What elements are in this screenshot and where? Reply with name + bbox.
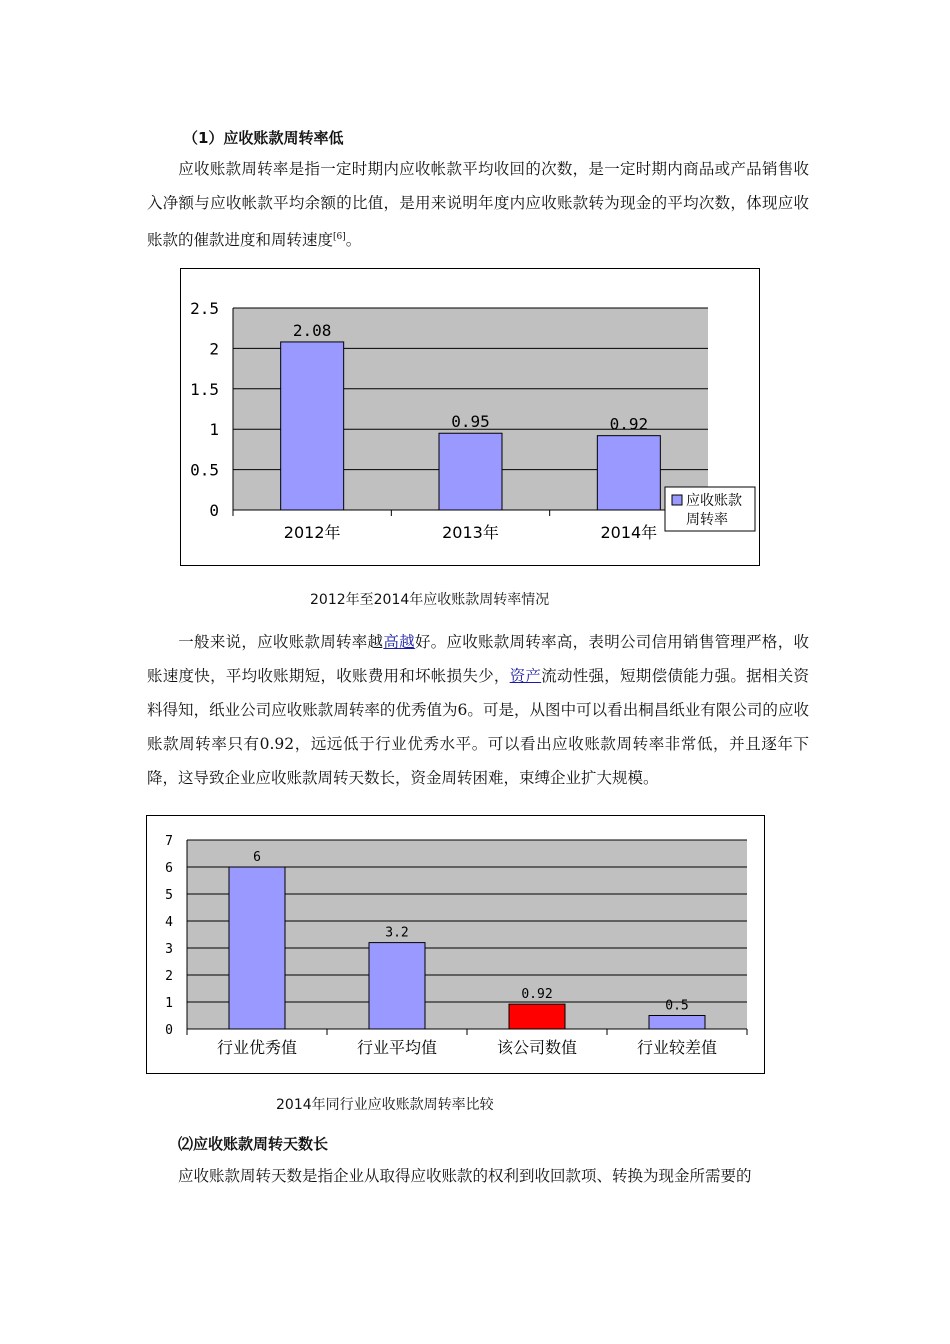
- chart1-legend-label: 周转率: [686, 512, 728, 528]
- chart1-category-label: 2013年: [442, 523, 499, 542]
- chart2-y-tick-label: 3: [165, 942, 173, 957]
- chart1-y-tick-label: 1: [209, 420, 219, 440]
- chart2-bar: [229, 867, 285, 1029]
- chart2-data-label: 0.5: [665, 998, 689, 1014]
- chart1-legend-label: 应收账款: [686, 493, 742, 509]
- chart2-category-label: 行业平均值: [356, 1038, 438, 1057]
- chart2-y-tick-label: 5: [165, 888, 173, 903]
- chart2-bar: [649, 1016, 705, 1030]
- chart1-data-label: 0.92: [609, 414, 649, 434]
- analysis-text-1: 一般来说，应收账款周转率越: [178, 633, 384, 651]
- chart1-category-label: 2014年: [600, 523, 658, 542]
- chart2-y-tick-label: 7: [165, 834, 173, 849]
- chart1-data-label: 2.08: [292, 320, 332, 340]
- chart1-y-tick-label: 1.5: [190, 379, 219, 399]
- chart1-y-tick-label: 0.5: [190, 460, 219, 480]
- link-gaoyue[interactable]: 高越: [383, 633, 415, 651]
- paragraph-turnover-days: [147, 1159, 809, 1193]
- chart2-caption: 2014年同行业应收账款周转率比较: [276, 1097, 494, 1113]
- chart2-category-label: 行业优秀值: [216, 1038, 298, 1057]
- chart1-y-tick-label: 2: [209, 339, 219, 359]
- chart2-bar: [509, 1004, 565, 1029]
- chart2-y-tick-label: 0: [165, 1023, 173, 1038]
- definition-text: 应收账款周转率是指一定时期内应收帐款平均收回的次数，是一定时期内商品或产品销售收入净额与应收帐款平均余额的比值，是用来说明年度内应收账款转为现金的平均次数，体现应收账款的催款进度和周转速度: [147, 160, 809, 250]
- section-heading-turnover-rate: （1）应收账款周转率低: [183, 129, 344, 147]
- chart2-y-tick-label: 1: [165, 996, 173, 1011]
- turnover-days-text: 应收账款周转天数是指企业从取得应收账款的权利到收回款项、转换为现金所需要的: [178, 1167, 752, 1185]
- chart1-svg: [181, 269, 759, 565]
- chart2-y-tick-label: 4: [165, 915, 173, 930]
- chart1-caption: 2012年至2014年应收账款周转率情况: [310, 592, 550, 608]
- chart1-data-label: 0.95: [451, 412, 490, 432]
- chart1-legend-swatch: [672, 495, 682, 505]
- chart2-category-label: 行业较差值: [636, 1038, 718, 1057]
- chart2-data-label: 0.92: [521, 987, 553, 1003]
- chart2-data-label: 3.2: [385, 925, 409, 941]
- chart1-y-tick-label: 0: [209, 501, 219, 520]
- chart2-category-label: 该公司数值: [496, 1038, 578, 1057]
- paragraph-turnover-definition: [147, 152, 809, 257]
- analysis-text-2: 好。应收账款周转率高，表明公司信用销售管理严格，收账速度快，平均收账期短，收账费用和坏帐损失少，: [147, 633, 809, 685]
- chart2-bar: [369, 943, 425, 1029]
- chart1-bar: [439, 433, 502, 510]
- citation-ref[interactable]: [6]: [333, 232, 346, 242]
- section-heading-turnover-days: ⑵应收账款周转天数长: [178, 1135, 329, 1153]
- chart-industry-comparison: [146, 815, 765, 1074]
- chart2-y-tick-label: 2: [165, 969, 173, 984]
- chart1-y-tick-label: 2.5: [190, 299, 219, 318]
- chart2-svg: [147, 816, 764, 1073]
- chart1-bar: [597, 436, 660, 510]
- definition-end: 。: [345, 231, 362, 250]
- chart1-bar: [281, 342, 344, 510]
- chart1-category-label: 2012年: [283, 523, 341, 542]
- analysis-text-3: 流动性强，短期偿债能力强。据相关资料得知，纸业公司应收账款周转率的优秀值为6。可是，从图中可以看出桐昌纸业有限公司的应收账款周转率只有0.92，远远低于行业优秀水平。可以看出应收账款周转率非常低，并且逐年下降，这导致企业应收账款周转天数长，资金周转困难，束缚企业扩大规模。: [147, 667, 809, 787]
- chart2-y-tick-label: 6: [165, 861, 173, 876]
- paragraph-turnover-analysis: [147, 625, 809, 795]
- chart-turnover-2012-2014: [180, 268, 760, 566]
- chart2-data-label: 6: [253, 850, 261, 865]
- link-assets[interactable]: 资产: [509, 667, 542, 685]
